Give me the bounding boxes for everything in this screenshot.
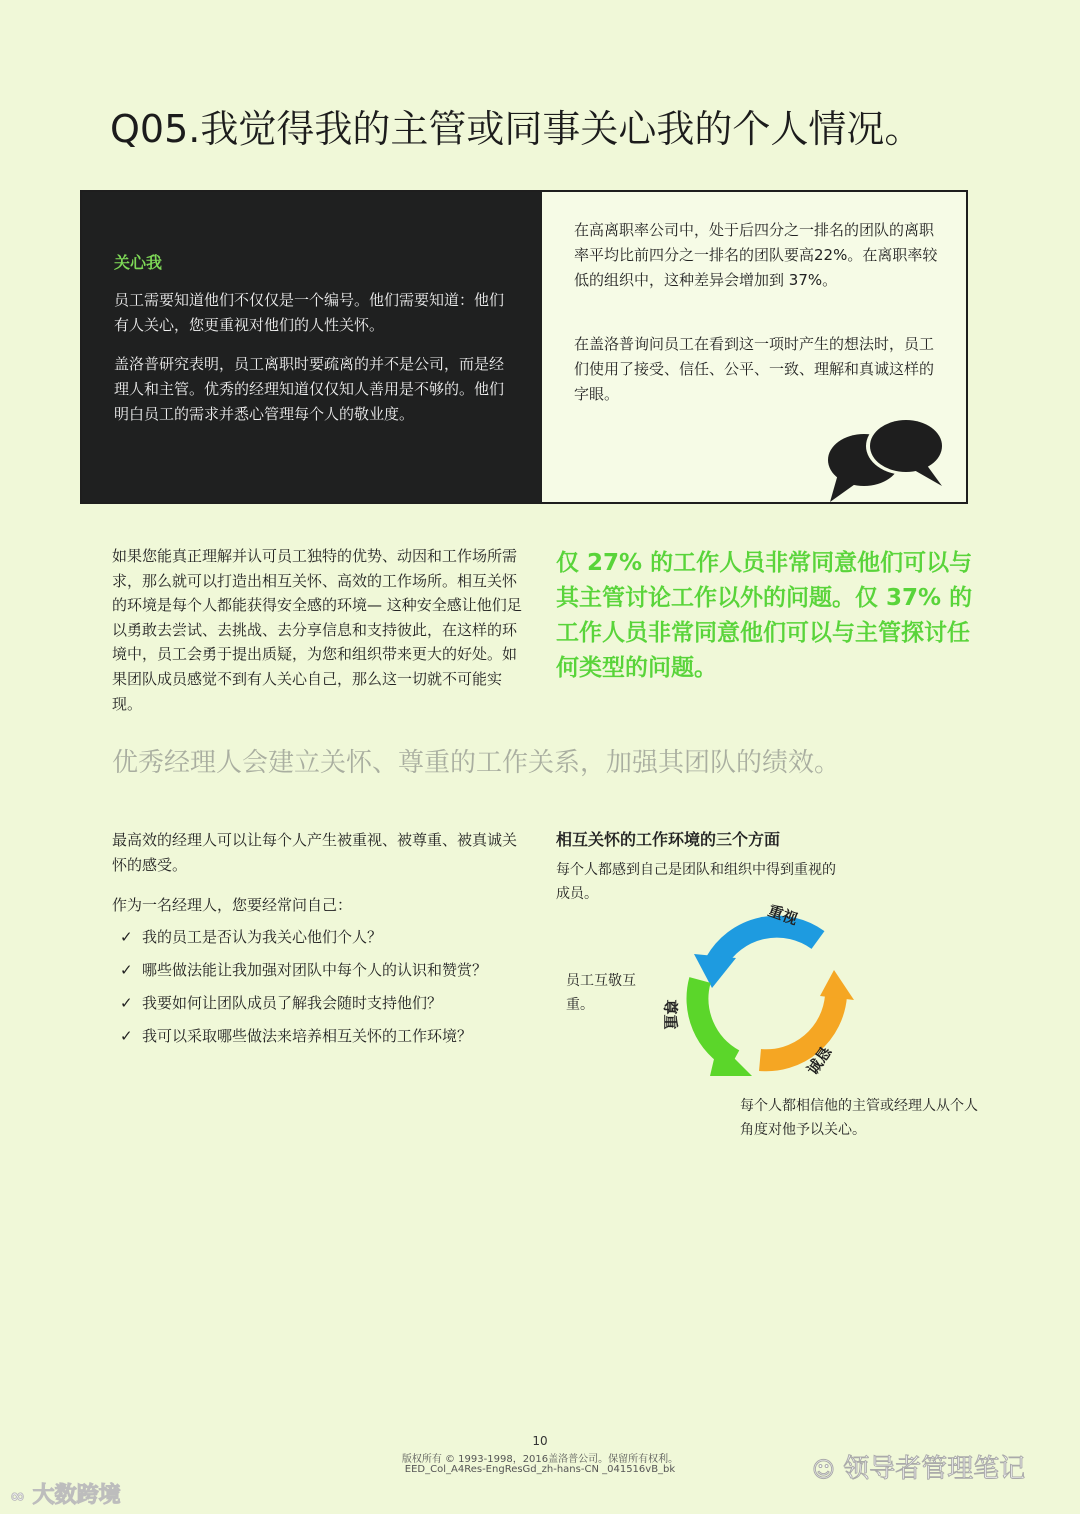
check-icon: ✓: [120, 1027, 133, 1045]
checklist-item: ✓ 我可以采取哪些做法来培养相互关怀的工作环境？: [120, 1024, 472, 1048]
manager-intro: 最高效的经理人可以让每个人产生被重视、被尊重、被真诚关怀的感受。: [112, 831, 518, 874]
checklist-item: ✓ 我要如何让团队成员了解我会随时支持他们？: [120, 991, 442, 1015]
watermark-logo-icon: ∞: [10, 1486, 25, 1507]
page-number: 10: [532, 1434, 548, 1448]
section-subtitle: 优秀经理人会建立关怀、尊重的工作关系，加强其团队的绩效。: [112, 748, 841, 778]
info-box: [80, 190, 968, 504]
diagram-left-text: 员工互敬互重。: [566, 973, 636, 1013]
document-code: EED_Col_A4Res-EngResGd_zh-hans-CN _041516vB_bk: [404, 1464, 676, 1475]
manager-ask: 作为一名经理人，您要经常问自己：: [112, 896, 353, 914]
diagram-top-text: 每个人都感到自己是团队和组织中得到重视的成员。: [556, 862, 836, 902]
info-box-dark-panel: [82, 192, 542, 502]
cycle-diagram: [670, 900, 870, 1085]
cycle-arrow-blue: [716, 927, 818, 962]
watermark-right: ☺ 领导者管理笔记: [812, 1454, 1026, 1484]
info-box-left-paragraph: 盖洛普研究表明，员工离职时要疏离的并不是公司，而是经理人和主管。优秀的经理知道仅仅知人善用是不够的。他们明白员工的需求并悉心管理每个人的敬业度。: [114, 355, 505, 423]
statistic-quote: 仅 27% 的工作人员非常同意他们可以与其主管讨论工作以外的问题。仅 37% 的工作人员非常同意他们可以与主管探讨任何类型的问题。: [556, 550, 973, 681]
checklist-item: ✓ 哪些做法能让我加强对团队中每个人的认识和赞赏？: [120, 958, 487, 982]
diagram-bottom-text: 每个人都相信他的主管或经理人从个人角度对他予以关心。: [740, 1098, 978, 1138]
diagram-heading: 相互关怀的工作环境的三个方面: [556, 830, 781, 849]
diagram-label-left: 尊重: [661, 999, 680, 1030]
info-box-heading: 关心我: [114, 253, 163, 272]
info-box-right-paragraph: 在高离职率公司中，处于后四分之一排名的团队的离职率平均比前四分之一排名的团队要高22%。在离职率较低的组织中，这种差异会增加到 37%。: [574, 221, 938, 289]
speech-bubbles-icon: [824, 414, 948, 504]
page-title: Q05.我觉得我的主管或同事关心我的个人情况。: [110, 107, 923, 151]
diagram-label-right: 诚恳: [803, 1043, 836, 1079]
wechat-icon: ☺: [812, 1458, 835, 1483]
diagram-label-top: 重视: [765, 901, 801, 929]
cycle-arrow-green: [698, 980, 734, 1060]
watermark-left: ∞ 大数跨境: [10, 1483, 121, 1508]
copyright-text: 版权所有 © 1993-1998，2016盖洛普公司。保留所有权利。: [401, 1454, 679, 1465]
check-icon: ✓: [120, 961, 133, 979]
intro-paragraph: 如果您能真正理解并认可员工独特的优势、动因和工作场所需求，那么就可以打造出相互关怀、高效的工作场所。相互关怀的环境是每个人都能获得安全感的环境— 这种安全感让他们足以勇敢去尝试、去挑战、去分享信息和支持彼此，在这样的环境中，员工会勇于提出质疑，为您和组织带来更大的好处。如果团队成员感觉不到有人关心自己，那么这一切就不可能实现。: [112, 547, 522, 713]
info-box-left-paragraph: 员工需要知道他们不仅仅是一个编号。他们需要知道：他们有人关心，您更重视对他们的人性关怀。: [114, 291, 505, 334]
check-icon: ✓: [120, 928, 133, 946]
check-icon: ✓: [120, 994, 133, 1012]
cycle-arrowhead-orange: [820, 970, 854, 1000]
info-box-right-paragraph: 在盖洛普询问员工在看到这一项时产生的想法时，员工们使用了接受、信任、公平、一致、理解和真诚这样的字眼。: [574, 335, 935, 403]
checklist-item: ✓ 我的员工是否认为我关心他们个人？: [120, 925, 382, 949]
